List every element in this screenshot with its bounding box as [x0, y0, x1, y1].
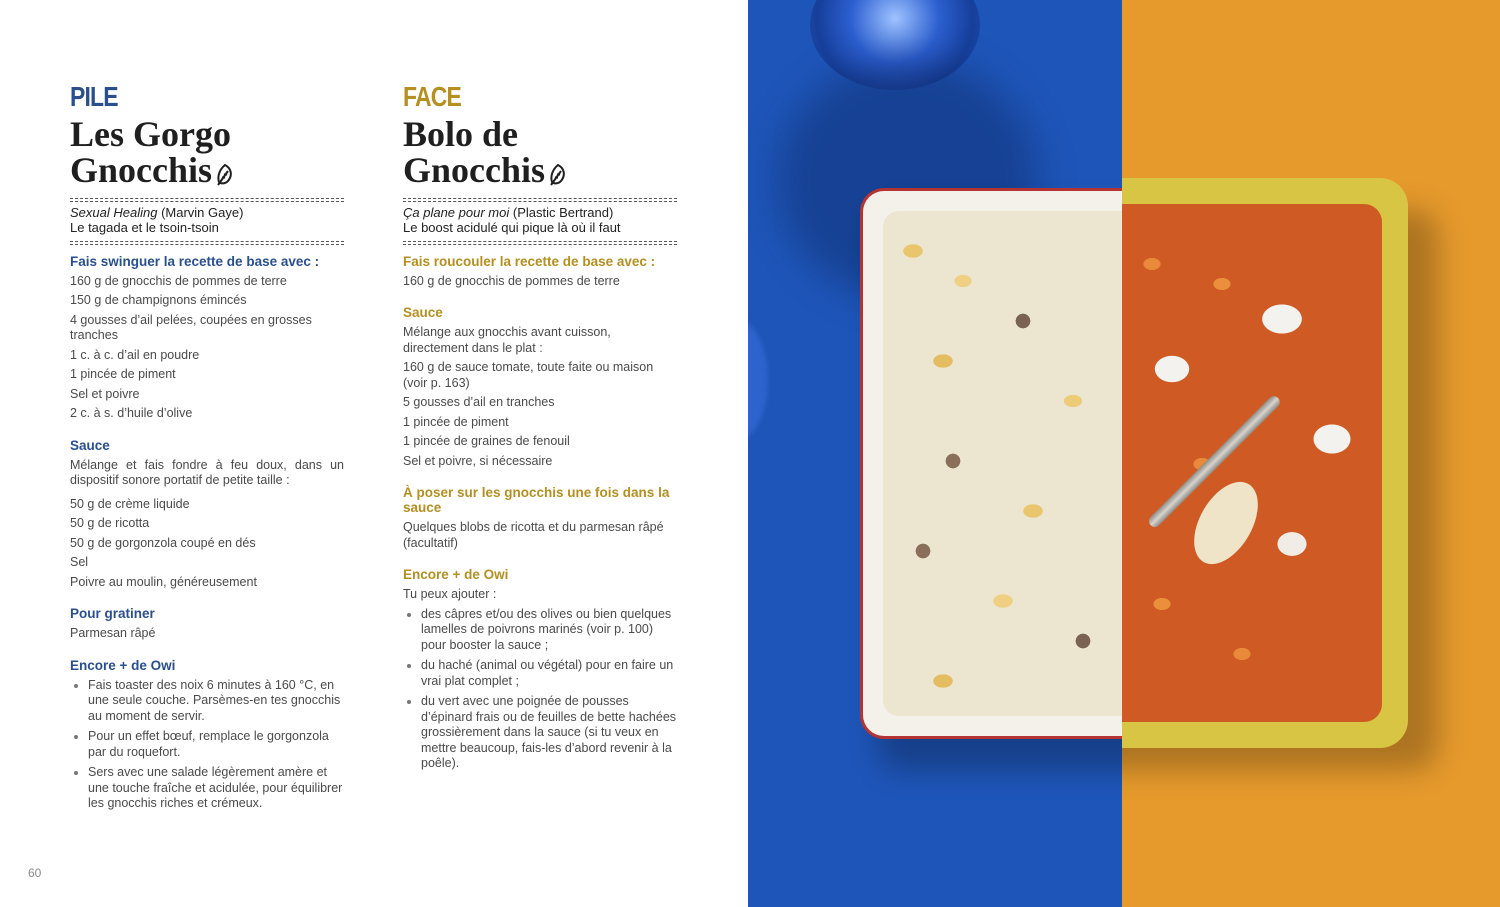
- pile-base-heading: Fais swinguer la recette de base avec :: [70, 253, 320, 269]
- face-title-line2: Gnocchis: [403, 150, 546, 190]
- list-item: 2 c. à s. d’huile d’olive: [70, 406, 193, 421]
- face-title-line2-wrap: [403, 152, 677, 192]
- list-item: 4 gousses d’ail pelées, coupées en grosses tranches: [70, 312, 312, 343]
- pile-title-line2: Gnocchis: [70, 150, 213, 190]
- dish-photo: [748, 0, 1500, 907]
- pile-song: [70, 205, 344, 220]
- list-item: Sel et poivre, si nécessaire: [403, 453, 553, 468]
- list-item: 160 g de gnocchis de pommes de terre: [403, 273, 620, 288]
- face-extra-heading: Encore + de Owi: [403, 567, 509, 583]
- list-item: • du vert avec une poignée de pousses d’épinard frais ou de feuilles de bette hachées grossièrement dans la sauce (si tu veux en mettre beaucoup, fais-les d’abord revenir à la poêle).: [421, 694, 677, 772]
- list-item: • Pour un effet bœuf, remplace le gorgonzola par du roquefort.: [88, 729, 344, 760]
- face-topping-heading: À poser sur les gnocchis une fois dans la sauce: [403, 485, 670, 516]
- pile-song-artist: (Marvin Gaye): [161, 204, 244, 220]
- recipe-face: [403, 82, 677, 777]
- pile-song-title: Sexual Healing: [70, 204, 158, 220]
- face-song: [403, 205, 677, 220]
- pile-title-line2-wrap: [70, 152, 344, 192]
- leaf-icon: [216, 156, 234, 192]
- yellow-baking-dish: [1122, 178, 1408, 748]
- face-title-line1: Bolo de: [403, 114, 519, 154]
- list-item: • Fais toaster des noix 6 minutes à 160 °C, en une seule couche. Parsèmes-en tes gnocchis au moment de servir.: [88, 678, 344, 725]
- list-item: 50 g de gorgonzola coupé en dés: [70, 535, 256, 550]
- pile-extra-heading: Encore + de Owi: [70, 657, 176, 673]
- pile-sauce-heading: Sauce: [70, 437, 110, 453]
- face-sauce-heading: Sauce: [403, 305, 443, 321]
- list-item: • des câpres et/ou des olives ou bien quelques lamelles de poivrons marinés (voir p. 100) pour booster la sauce ;: [421, 607, 677, 654]
- list-item: 1 c. à c. d’ail en poudre: [70, 347, 200, 362]
- list-item: 1 pincée de graines de fenouil: [403, 434, 570, 449]
- list-item: Poivre au moulin, généreusement: [70, 574, 257, 589]
- list-item: Sel et poivre: [70, 386, 140, 401]
- face-tagline: Le boost acidulé qui pique là où il faut: [403, 219, 621, 235]
- list-item: 150 g de champignons émincés: [70, 293, 247, 308]
- recipe-pile: [70, 82, 344, 817]
- face-sauce-intro: Mélange aux gnocchis avant cuisson, directement dans le plat :: [403, 325, 611, 355]
- pile-extra-list: [70, 678, 344, 812]
- face-song-artist: (Plastic Bertrand): [512, 204, 614, 220]
- face-extra-list: [403, 607, 677, 772]
- face-song-title: Ça plane pour moi: [403, 204, 510, 220]
- list-item: Parmesan râpé: [70, 626, 156, 641]
- white-baking-dish: [860, 188, 1125, 739]
- list-item: • du haché (animal ou végétal) pour en faire un vrai plat complet ;: [421, 658, 677, 689]
- pile-tagline: Le tagada et le tsoin-tsoin: [70, 219, 219, 235]
- list-item: 50 g de crème liquide: [70, 496, 190, 511]
- divider: [403, 241, 677, 242]
- face-extra-intro: Tu peux ajouter :: [403, 587, 497, 602]
- leaf-icon: [549, 156, 567, 192]
- face-kicker: FACE: [403, 81, 461, 112]
- list-item: 160 g de sauce tomate, toute faite ou maison (voir p. 163): [403, 360, 654, 390]
- pile-title: [70, 116, 344, 192]
- pile-gratin-heading: Pour gratiner: [70, 606, 155, 622]
- divider: [70, 241, 344, 242]
- face-base-heading: Fais roucouler la recette de base avec :: [403, 253, 656, 269]
- tomato-gnocchi: [1122, 204, 1382, 722]
- page-number: 60: [28, 866, 42, 880]
- list-item: 50 g de ricotta: [70, 516, 150, 531]
- creamy-gnocchi: [883, 211, 1125, 716]
- face-title: [403, 116, 677, 192]
- pile-kicker: PILE: [70, 81, 118, 112]
- list-item: Sel: [70, 555, 89, 570]
- list-item: 160 g de gnocchis de pommes de terre: [70, 273, 287, 288]
- list-item: 1 pincée de piment: [403, 414, 509, 429]
- pile-title-line1: Les Gorgo: [70, 114, 231, 154]
- list-item: 5 gousses d’ail en tranches: [403, 395, 555, 410]
- list-item: Quelques blobs de ricotta et du parmesan râpé (facultatif): [403, 520, 664, 550]
- divider: [403, 198, 677, 199]
- list-item: • Sers avec une salade légèrement amère et une touche fraîche et acidulée, pour équilibrer les gnocchis riches et crémeux.: [88, 765, 344, 812]
- list-item: 1 pincée de piment: [70, 367, 176, 382]
- pile-sauce-intro: Mélange et fais fondre à feu doux, dans un dispositif sonore portatif de petite taille :: [70, 457, 344, 488]
- divider: [70, 198, 344, 199]
